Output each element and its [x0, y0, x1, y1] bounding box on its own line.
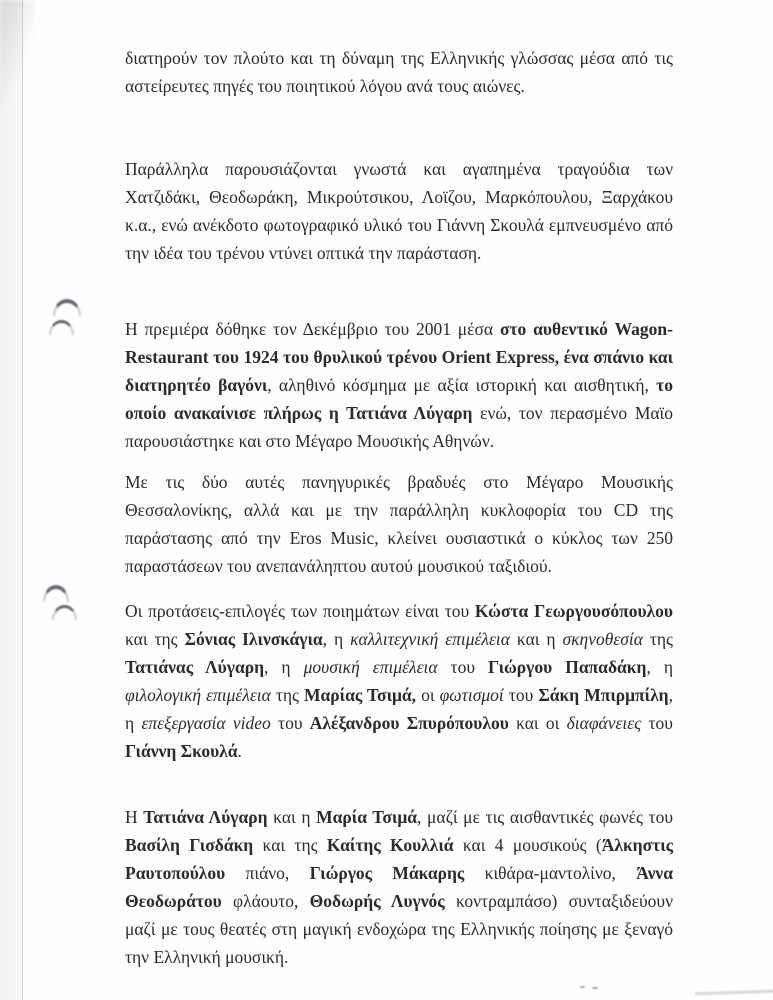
- scan-speck-artifact: [592, 987, 598, 989]
- text-run-normal: κιθάρα-μαντολίνο,: [464, 863, 637, 883]
- scan-streak-artifact: [695, 990, 773, 996]
- text-run-bold: Γιώργος Μάκαρης: [309, 863, 465, 883]
- text-run-normal: Παράλληλα παρουσιάζονται γνωστά και αγαπημένα τραγούδια των Χατζιδάκι, Θεοδωράκη, Μικρούτσικου, Λοϊζου, Μαρκόπουλου, Ξαρχάκου κ.α., ενώ ανέκδοτο φωτογραφικό υλικό του Γιάννη Σκουλά εμπνευσμένο από την ιδέα του τρένου ντύνει οπτικά την παράσταση.: [125, 159, 673, 263]
- text-run-italic: επεξεργασία video: [141, 713, 271, 733]
- text-run-italic: μουσική επιμέλεια: [303, 657, 438, 677]
- text-run-italic: διαφάνειες: [566, 713, 642, 733]
- paragraph-1: [125, 44, 673, 100]
- text-run-normal: και της: [125, 629, 185, 649]
- text-run-bold: στο αυθεντικό Wagon-Restaurant του 1924 του θρυλικού τρένου Orient Express, ένα σπάνιο και διατηρητέο βαγόνι: [125, 319, 673, 395]
- text-run-bold: Σάκη Μπιρμπίλη: [538, 685, 669, 705]
- text-run-normal: του: [437, 657, 489, 677]
- text-run-normal: ενώ, τον περασμένο Μαϊο παρουσιάστηκε και στο Μέγαρο Μουσικής Αθηνών.: [125, 403, 674, 451]
- paragraph-4: [125, 468, 673, 580]
- page-edge-line: [22, 0, 23, 1000]
- paragraph-5: [125, 597, 673, 765]
- text-run-normal: του: [503, 685, 539, 705]
- text-run-bold: Καίτης Κουλλιά: [326, 835, 454, 855]
- text-run-normal: και η: [509, 629, 563, 649]
- text-run-normal: , η: [646, 657, 674, 677]
- text-run-bold: Κώστα Γεωργουσόπουλου: [474, 601, 673, 621]
- text-run-bold: Σόνιας Ιλινσκάγια: [184, 629, 323, 649]
- text-run-normal: διατηρούν τον πλούτο και τη δύναμη της Ελληνικής γλώσσας μέσα από τις αστείρευτες πηγές του ποιητικού λόγου ανά τους αιώνες.: [125, 48, 673, 96]
- text-run-normal: του: [270, 713, 310, 733]
- text-run-italic: φωτισμοί: [439, 685, 504, 705]
- text-run-bold: Μαρία Τσιμά: [316, 807, 418, 827]
- text-run-normal: της: [270, 685, 305, 705]
- text-run-normal: του: [641, 713, 673, 733]
- text-run-normal: , η: [125, 685, 673, 733]
- binder-hole-mark: [53, 299, 81, 316]
- text-run-normal: και οι: [508, 713, 567, 733]
- paragraph-6: [125, 803, 673, 971]
- text-run-bold: Αλέξανδρου Σπυρόπουλου: [309, 713, 509, 733]
- text-run-bold: Άλκηστις Ραυτοπούλου: [125, 835, 674, 883]
- text-run-italic: φιλολογική επιμέλεια: [125, 685, 271, 705]
- text-run-normal: κοντραμπάσο) συνταξιδεύουν μαζί με τους θεατές στη μαγική ενδοχώρα της Ελληνικής ποίησης με ξεναγό την Ελληνική μουσική.: [125, 891, 673, 967]
- text-run-normal: φλάουτο,: [221, 891, 310, 911]
- text-run-normal: Οι προτάσεις-επιλογές των ποιημάτων είναι του: [125, 601, 475, 621]
- text-run-normal: και 4 μουσικούς (: [453, 835, 602, 855]
- text-run-bold: Γιάννη Σκουλά: [125, 741, 238, 761]
- text-run-italic: σκηνοθεσία: [562, 629, 643, 649]
- text-run-normal: Με τις δύο αυτές πανηγυρικές βραδυές στο Μέγαρο Μουσικής Θεσσαλονίκης, αλλά και με την παράλληλη κυκλοφορία του CD της παράστασης από την Eros Music, κλείνει ουσιαστικά ο κύκλος των 250 παραστάσεων του ανεπανάληπτου αυτού μουσικού ταξιδιού.: [125, 472, 673, 576]
- scan-corner-shading: [0, 0, 34, 110]
- text-run-bold: Τατιάνας Λύγαρη: [125, 657, 265, 677]
- text-run-normal: Η πρεμιέρα δόθηκε τον Δεκέμβριο του 2001 μέσα: [125, 319, 500, 339]
- text-run-italic: καλλιτεχνική επιμέλεια: [350, 629, 510, 649]
- scan-gutter: [0, 0, 22, 1000]
- binder-hole-mark: [49, 320, 74, 335]
- paragraph-2: [125, 155, 673, 267]
- text-run-normal: οι: [416, 685, 440, 705]
- text-run-normal: .: [237, 741, 242, 761]
- binder-hole-mark: [52, 605, 77, 620]
- scan-speck-artifact: [580, 986, 585, 988]
- text-run-normal: της: [642, 629, 673, 649]
- text-column: [125, 44, 673, 971]
- text-run-normal: , αληθινό κόσμημα με αξία ιστορική και αισθητική,: [267, 375, 657, 395]
- text-run-bold: το οποίο ανακαίνισε πλήρως η Τατιάνα Λύγαρη: [125, 375, 673, 423]
- text-run-bold: Άννα Θεοδωράτου: [125, 863, 673, 911]
- text-run-normal: πιάνο,: [225, 863, 310, 883]
- text-run-normal: και της: [253, 835, 327, 855]
- text-run-bold: Τατιάνα Λύγαρη: [143, 807, 268, 827]
- text-run-normal: , η: [264, 657, 304, 677]
- text-run-bold: Θοδωρής Λυγνός: [309, 891, 445, 911]
- text-run-normal: και η: [267, 807, 317, 827]
- text-run-bold: Βασίλη Γισδάκη: [125, 835, 254, 855]
- text-run-bold: Μαρίας Τσιμά,: [304, 685, 417, 705]
- text-run-normal: Η: [125, 807, 144, 827]
- text-run-normal: , η: [322, 629, 351, 649]
- binder-hole-mark: [43, 585, 69, 602]
- paragraph-3: [125, 315, 673, 455]
- text-run-normal: , μαζί με τις αισθαντικές φωνές του: [417, 807, 673, 827]
- text-run-bold: Γιώργου Παπαδάκη: [488, 657, 647, 677]
